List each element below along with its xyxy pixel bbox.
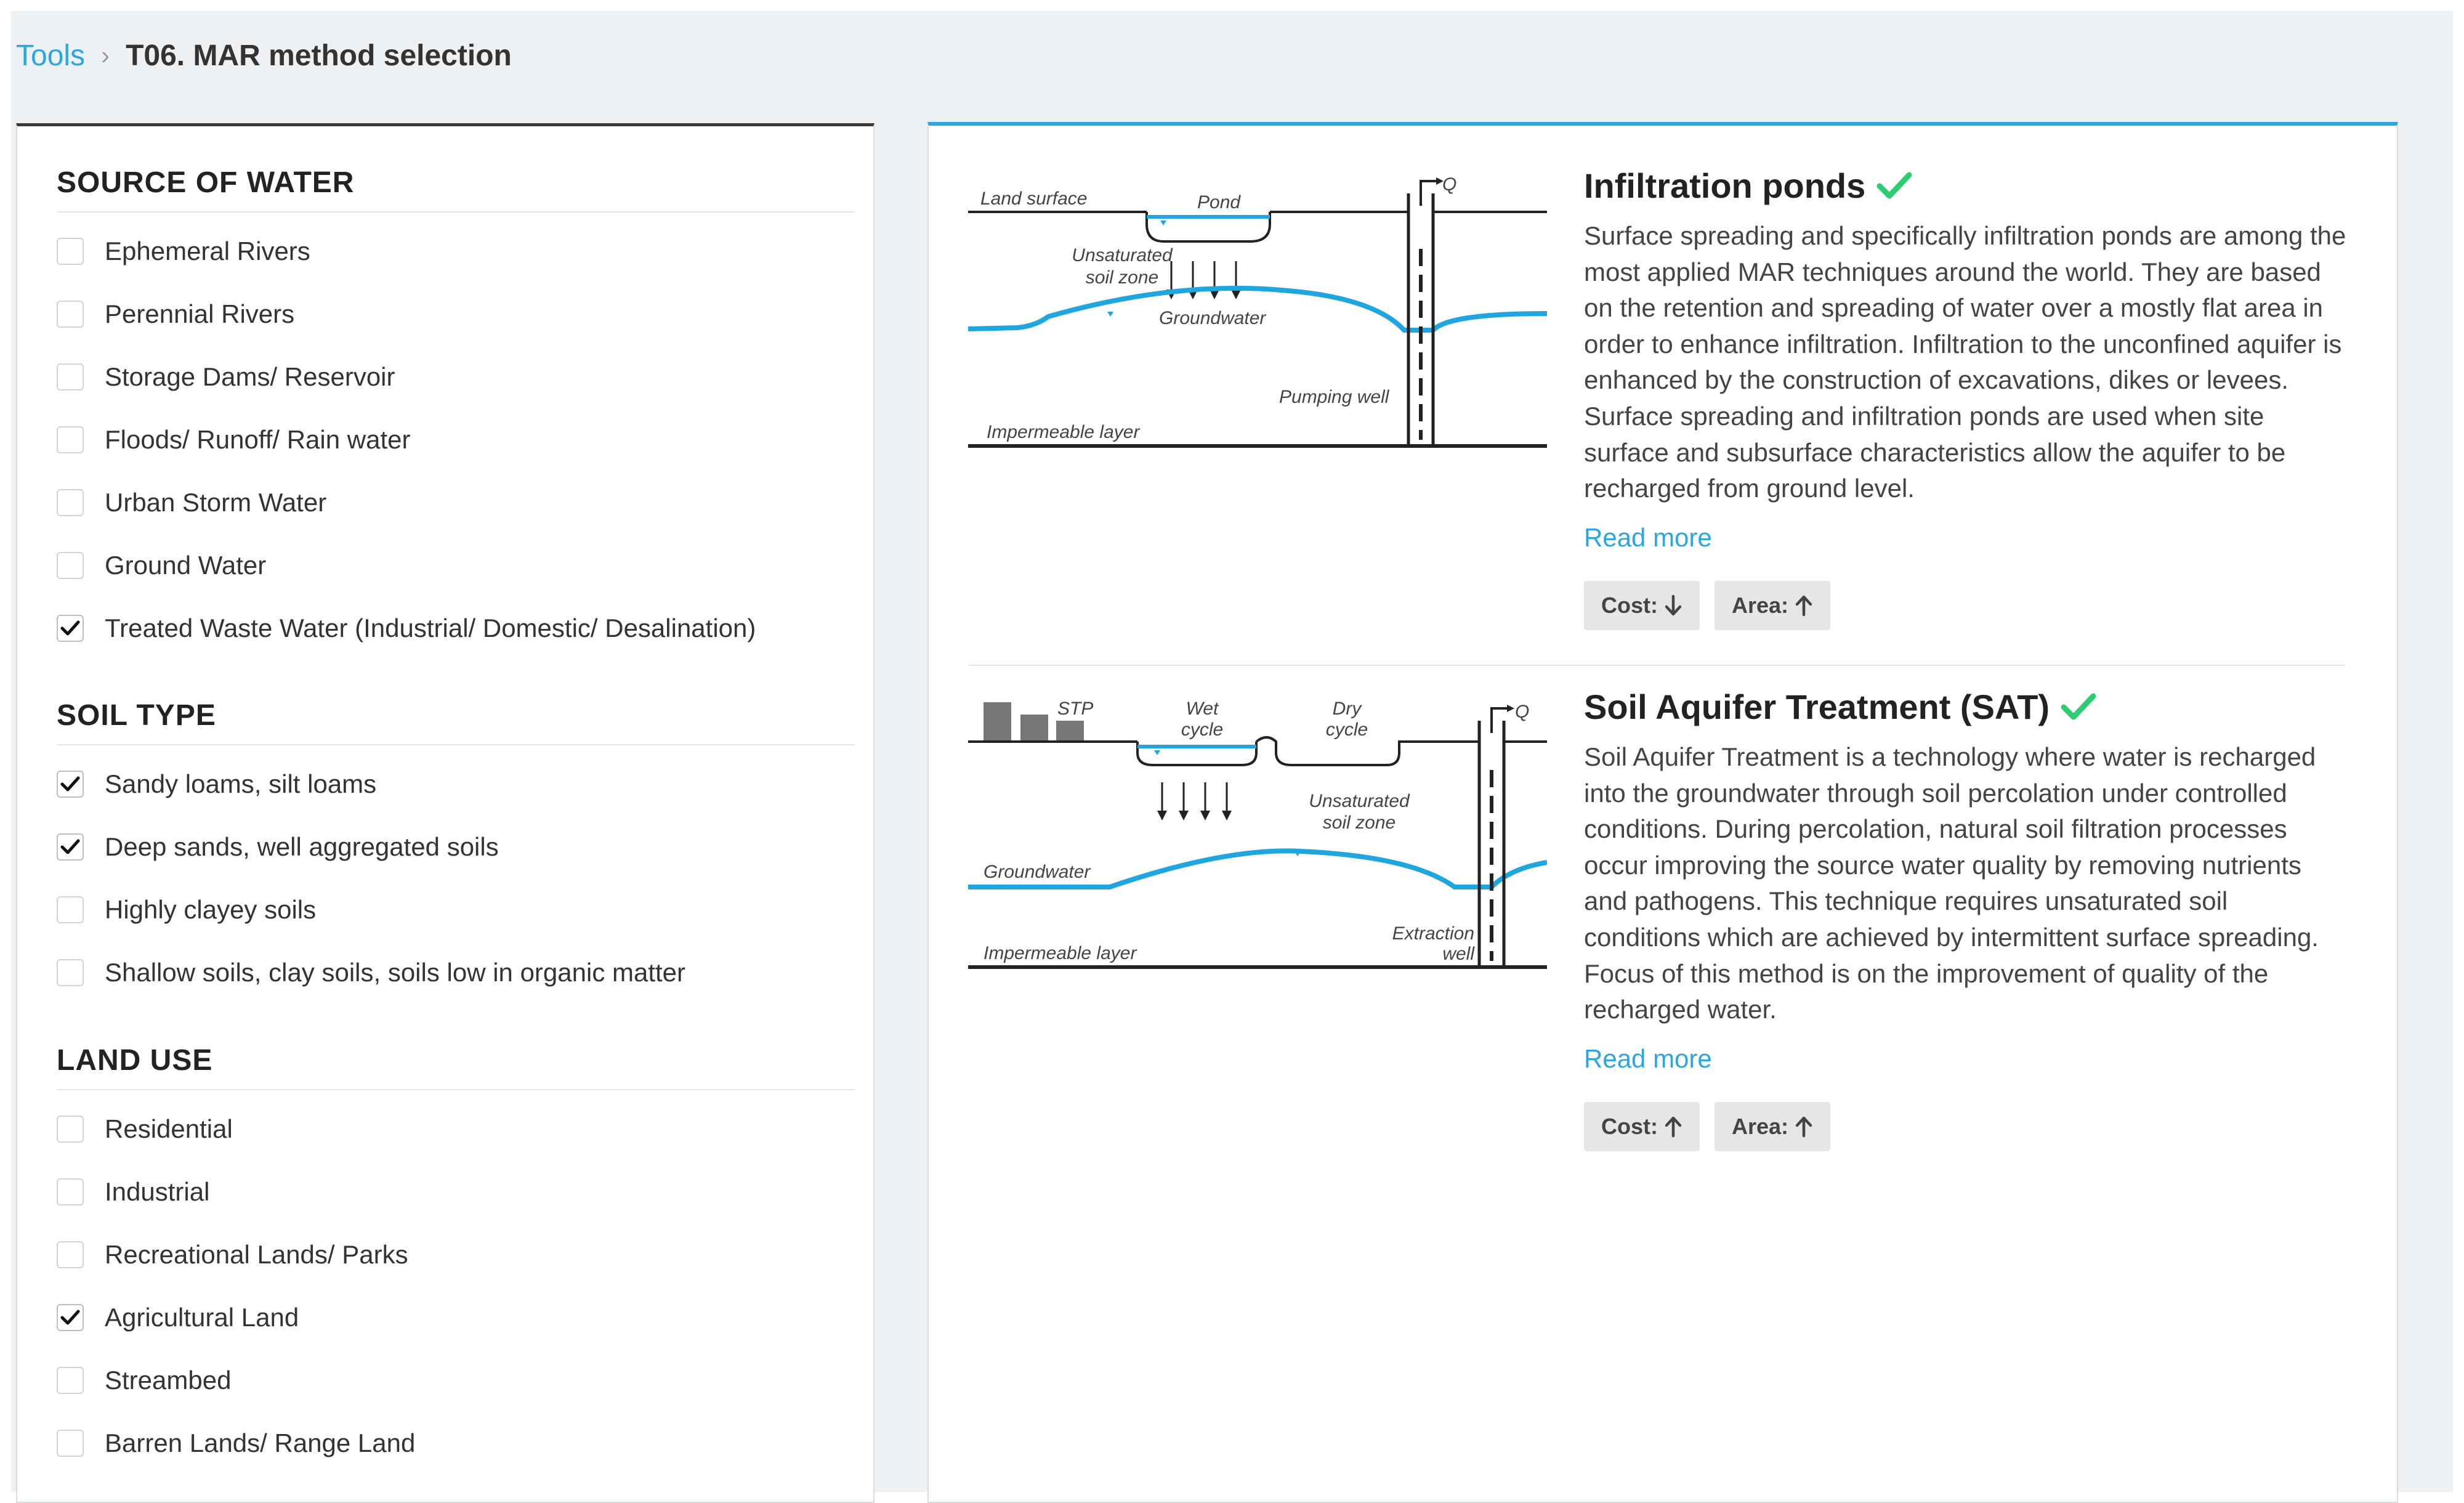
checkbox[interactable] bbox=[57, 1304, 84, 1331]
filter-option-treated-waste-water-industrial-domestic-desalination[interactable] bbox=[57, 597, 855, 660]
checkbox[interactable] bbox=[57, 301, 84, 328]
filter-option-floods-runoff-rain-water[interactable] bbox=[57, 408, 855, 471]
filter-option-perennial-rivers[interactable] bbox=[57, 283, 855, 346]
label-impermeable-layer: Impermeable layer bbox=[984, 943, 1137, 963]
checkbox[interactable] bbox=[57, 489, 84, 516]
arrow-up-icon bbox=[1795, 1116, 1813, 1138]
checkbox[interactable] bbox=[57, 1178, 84, 1205]
breadcrumb-tools-link[interactable]: Tools bbox=[16, 39, 86, 72]
checkbox[interactable] bbox=[57, 1430, 84, 1457]
filter-option-highly-clayey-soils[interactable] bbox=[57, 878, 855, 941]
sat-body bbox=[1584, 684, 2348, 1151]
breadcrumb bbox=[16, 36, 512, 75]
label-land-surface: Land surface bbox=[980, 188, 1088, 209]
filter-option-label: Highly clayey soils bbox=[105, 895, 317, 924]
area-badge bbox=[1715, 1102, 1830, 1151]
checkbox[interactable] bbox=[57, 1241, 84, 1268]
sat-badges bbox=[1584, 1102, 2348, 1151]
checkbox[interactable] bbox=[57, 833, 84, 861]
sat-title: Soil Aquifer Treatment (SAT) bbox=[1584, 687, 2050, 726]
filter-option-label: Storage Dams/ Reservoir bbox=[105, 362, 395, 391]
sat-diagram bbox=[968, 690, 1547, 986]
filter-option-label: Treated Waste Water (Industrial/ Domestic/ Desalination) bbox=[105, 614, 756, 642]
arrow-up-icon bbox=[1795, 594, 1813, 617]
label-wet: Wet bbox=[1186, 699, 1219, 719]
filter-option-urban-storm-water[interactable] bbox=[57, 471, 855, 534]
label-soil-zone: soil zone bbox=[1322, 812, 1396, 833]
cost-badge bbox=[1584, 581, 1700, 630]
filter-panel bbox=[16, 123, 875, 1503]
label-well: well bbox=[1442, 944, 1474, 964]
filter-option-streambed[interactable] bbox=[57, 1349, 855, 1412]
filter-option-label: Perennial Rivers bbox=[105, 299, 295, 328]
cost-label: Cost: bbox=[1601, 592, 1658, 618]
area-badge bbox=[1715, 581, 1830, 630]
area-label: Area: bbox=[1732, 1113, 1789, 1139]
filter-option-recreational-lands-parks[interactable] bbox=[57, 1223, 855, 1286]
filter-option-ground-water[interactable] bbox=[57, 534, 855, 597]
checkbox[interactable] bbox=[57, 1116, 84, 1143]
suitable-check-icon bbox=[2061, 692, 2096, 722]
filter-option-residential[interactable] bbox=[57, 1098, 855, 1161]
page-title: T06. MAR method selection bbox=[126, 39, 512, 72]
cost-label: Cost: bbox=[1601, 1113, 1658, 1139]
label-unsaturated: Unsaturated bbox=[1309, 791, 1410, 811]
filter-option-label: Ground Water bbox=[105, 551, 267, 580]
filter-section-title: SOIL TYPE bbox=[57, 696, 855, 745]
label-extraction: Extraction bbox=[1392, 923, 1474, 944]
label-soil-zone: soil zone bbox=[1085, 267, 1159, 288]
checkbox[interactable] bbox=[57, 615, 84, 642]
filter-option-label: Deep sands, well aggregated soils bbox=[105, 832, 499, 861]
area-label: Area: bbox=[1732, 592, 1789, 618]
label-q: Q bbox=[1442, 174, 1457, 195]
results-panel bbox=[927, 122, 2398, 1503]
filter-option-barren-lands-range-land[interactable] bbox=[57, 1412, 855, 1475]
label-unsaturated: Unsaturated bbox=[1072, 245, 1173, 265]
cost-badge bbox=[1584, 1102, 1700, 1151]
checkmark-icon bbox=[60, 775, 81, 793]
checkbox[interactable] bbox=[57, 552, 84, 579]
label-stp: STP bbox=[1057, 699, 1094, 719]
infiltration-ponds-diagram bbox=[968, 169, 1547, 464]
checkmark-icon bbox=[60, 838, 81, 856]
label-pond: Pond bbox=[1197, 192, 1241, 213]
filter-option-label: Urban Storm Water bbox=[105, 488, 327, 517]
infiltration-ponds-read-more-link[interactable]: Read more bbox=[1584, 522, 1712, 552]
filter-option-sandy-loams-silt-loams[interactable] bbox=[57, 753, 855, 816]
sat-description: Soil Aquifer Treatment is a technology where water is recharged into the groundwater through soil percolation under controlled conditions. During percolation, natural soil filtration processes occur improving the source water quality by removing nutrients and pathogens. This technique requires unsaturated soil conditions which are achieved by intermittent surface spreading. Focus of this method is on the improvement of quality of the recharged water. bbox=[1584, 742, 2319, 1024]
filter-option-shallow-soils-clay-soils-soils-low-in-organic-matter[interactable] bbox=[57, 941, 855, 1004]
checkbox[interactable] bbox=[57, 771, 84, 798]
label-impermeable-layer: Impermeable layer bbox=[987, 422, 1140, 442]
filter-option-agricultural-land[interactable] bbox=[57, 1286, 855, 1349]
filter-option-ephemeral-rivers[interactable] bbox=[57, 220, 855, 283]
filter-option-label: Agricultural Land bbox=[105, 1303, 299, 1332]
infiltration-ponds-body bbox=[1584, 163, 2348, 630]
checkmark-icon bbox=[60, 1308, 81, 1327]
filter-option-storage-dams-reservoir[interactable] bbox=[57, 346, 855, 408]
infiltration-ponds-title: Infiltration ponds bbox=[1584, 166, 1866, 205]
checkbox[interactable] bbox=[57, 426, 84, 453]
filter-option-label: Shallow soils, clay soils, soils low in organic matter bbox=[105, 958, 686, 987]
infiltration-ponds-badges bbox=[1584, 581, 2348, 630]
label-pumping-well: Pumping well bbox=[1279, 387, 1389, 407]
filter-section-land-use bbox=[57, 1041, 855, 1475]
breadcrumb-separator-icon: › bbox=[101, 41, 110, 70]
filter-option-label: Barren Lands/ Range Land bbox=[105, 1428, 416, 1457]
label-groundwater: Groundwater bbox=[984, 862, 1091, 882]
label-wet-cycle: cycle bbox=[1181, 719, 1224, 740]
checkbox[interactable] bbox=[57, 896, 84, 923]
checkbox[interactable] bbox=[57, 363, 84, 391]
label-groundwater: Groundwater bbox=[1159, 308, 1266, 328]
filter-option-label: Floods/ Runoff/ Rain water bbox=[105, 425, 411, 454]
label-dry-cycle: cycle bbox=[1325, 719, 1368, 740]
checkbox[interactable] bbox=[57, 238, 84, 265]
checkbox[interactable] bbox=[57, 959, 84, 986]
filter-option-label: Ephemeral Rivers bbox=[105, 237, 310, 265]
arrow-up-icon bbox=[1664, 1116, 1682, 1138]
filter-option-label: Recreational Lands/ Parks bbox=[105, 1240, 408, 1269]
filter-section-source-of-water bbox=[57, 163, 855, 660]
arrow-down-icon bbox=[1664, 594, 1682, 617]
filter-option-label: Industrial bbox=[105, 1177, 210, 1206]
filter-option-label: Streambed bbox=[105, 1366, 232, 1395]
infiltration-ponds-description: Surface spreading and specifically infiltration ponds are among the most applied MAR techniques around the world. They are based on the retention and spreading of water over a mostly flat area in order to enhance infiltration. Infiltration to the unconfined aquifer is enhanced by the construction of excavations, dikes or levees. Surface spreading and infiltration ponds are used when site surface and subsurface characteristics allow the aquifer to be recharged from ground level. bbox=[1584, 221, 2346, 503]
filter-section-title: SOURCE OF WATER bbox=[57, 163, 855, 213]
sat-read-more-link[interactable]: Read more bbox=[1584, 1043, 1712, 1073]
filter-option-label: Sandy loams, silt loams bbox=[105, 769, 377, 798]
filter-option-label: Residential bbox=[105, 1114, 233, 1143]
label-q: Q bbox=[1515, 702, 1530, 722]
filter-option-deep-sands-well-aggregated-soils[interactable] bbox=[57, 816, 855, 878]
suitable-check-icon bbox=[1876, 171, 1912, 201]
checkmark-icon bbox=[60, 619, 81, 638]
checkbox[interactable] bbox=[57, 1367, 84, 1394]
card-divider bbox=[968, 665, 2345, 666]
label-dry: Dry bbox=[1332, 699, 1362, 719]
filter-section-soil-type bbox=[57, 696, 855, 1004]
filter-option-industrial[interactable] bbox=[57, 1161, 855, 1223]
filter-section-title: LAND USE bbox=[57, 1041, 855, 1090]
